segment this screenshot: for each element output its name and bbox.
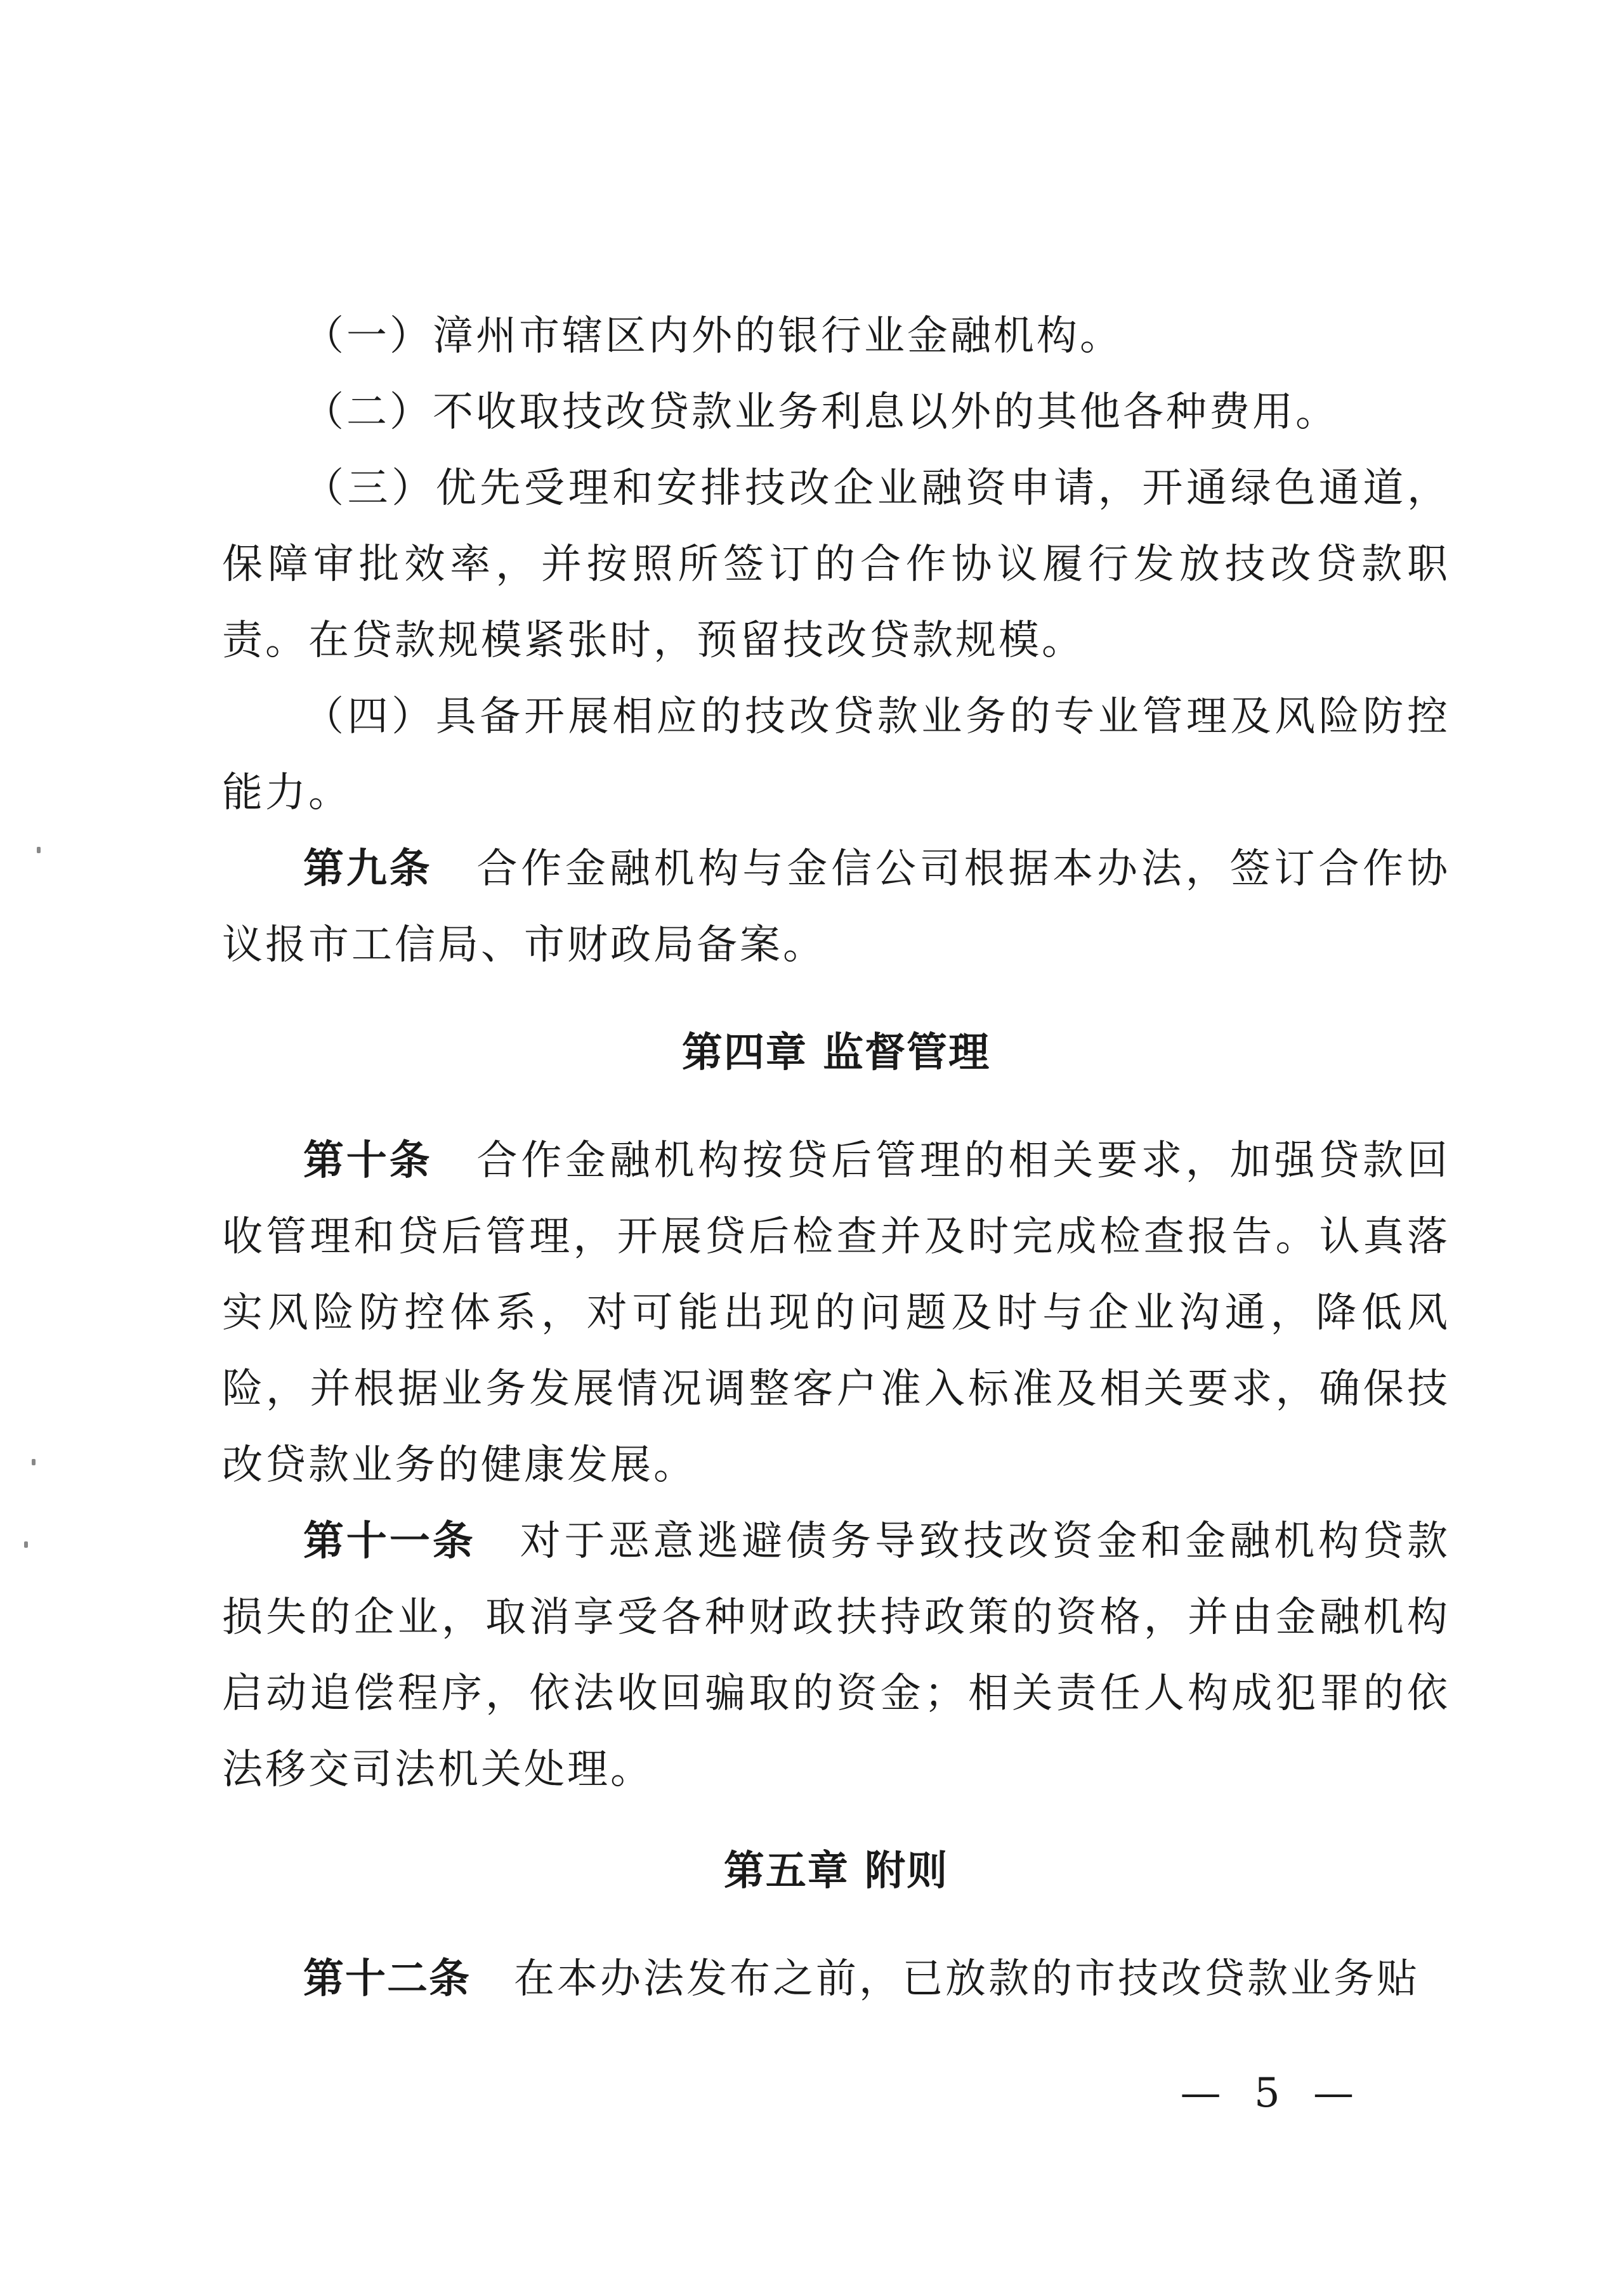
article-12-text: 在本办法发布之前，已放款的市技改贷款业务贴 <box>514 1956 1420 2003</box>
article-10-text: 合作金融机构按贷后管理的相关要求，加强贷款回收管理和贷后管理，开展贷后检查并及时完成检查报告。认真落实风险防控体系，对可能出现的问题及时与企业沟通，降低风险，并根据业务发展情况调整客户准入标准及相关要求，确保技改贷款业务的健康发展。 <box>222 1137 1451 1489</box>
article-10 <box>222 1123 1450 1503</box>
article-11-lead: 第十一条 <box>303 1518 476 1565</box>
item-4: （四）具备开展相应的技改贷款业务的专业管理及风险防控能力。 <box>222 693 1450 816</box>
article-9-text: 合作金融机构与金信公司根据本办法，签订合作协议报市工信局、市财政局备案。 <box>222 846 1451 969</box>
scan-speck <box>37 847 41 853</box>
item-2: （二）不收取技改贷款业务利息以外的其他各种费用。 <box>303 389 1339 436</box>
article-9 <box>222 831 1450 983</box>
article-12-lead: 第十二条 <box>303 1956 471 2003</box>
article-10-lead: 第十条 <box>303 1137 433 1184</box>
article-9-lead: 第九条 <box>303 846 433 893</box>
scan-speck <box>24 1541 28 1548</box>
chapter-5-heading: 第五章 附则 <box>723 1848 949 1895</box>
scan-speck <box>32 1459 36 1465</box>
item-1: （一）漳州市辖区内外的银行业金融机构。 <box>303 313 1123 360</box>
item-3: （三）优先受理和安排技改企业融资申请，开通绿色通道，保障审批效率，并按照所签订的合作协议履行发放技改贷款职责。在贷款规模紧张时，预留技改贷款规模。 <box>222 465 1450 664</box>
chapter-4-heading: 第四章 监督管理 <box>681 1030 991 1076</box>
article-11 <box>222 1503 1450 1808</box>
article-12 <box>222 1941 1450 2017</box>
article-11-text: 对于恶意逃避债务导致技改资金和金融机构贷款损失的企业，取消享受各种财政扶持政策的资格，并由金融机构启动追偿程序，依法收回骗取的资金；相关责任人构成犯罪的依法移交司法机关处理。 <box>222 1518 1451 1793</box>
page-number: — 5 — <box>1180 2070 1364 2117</box>
